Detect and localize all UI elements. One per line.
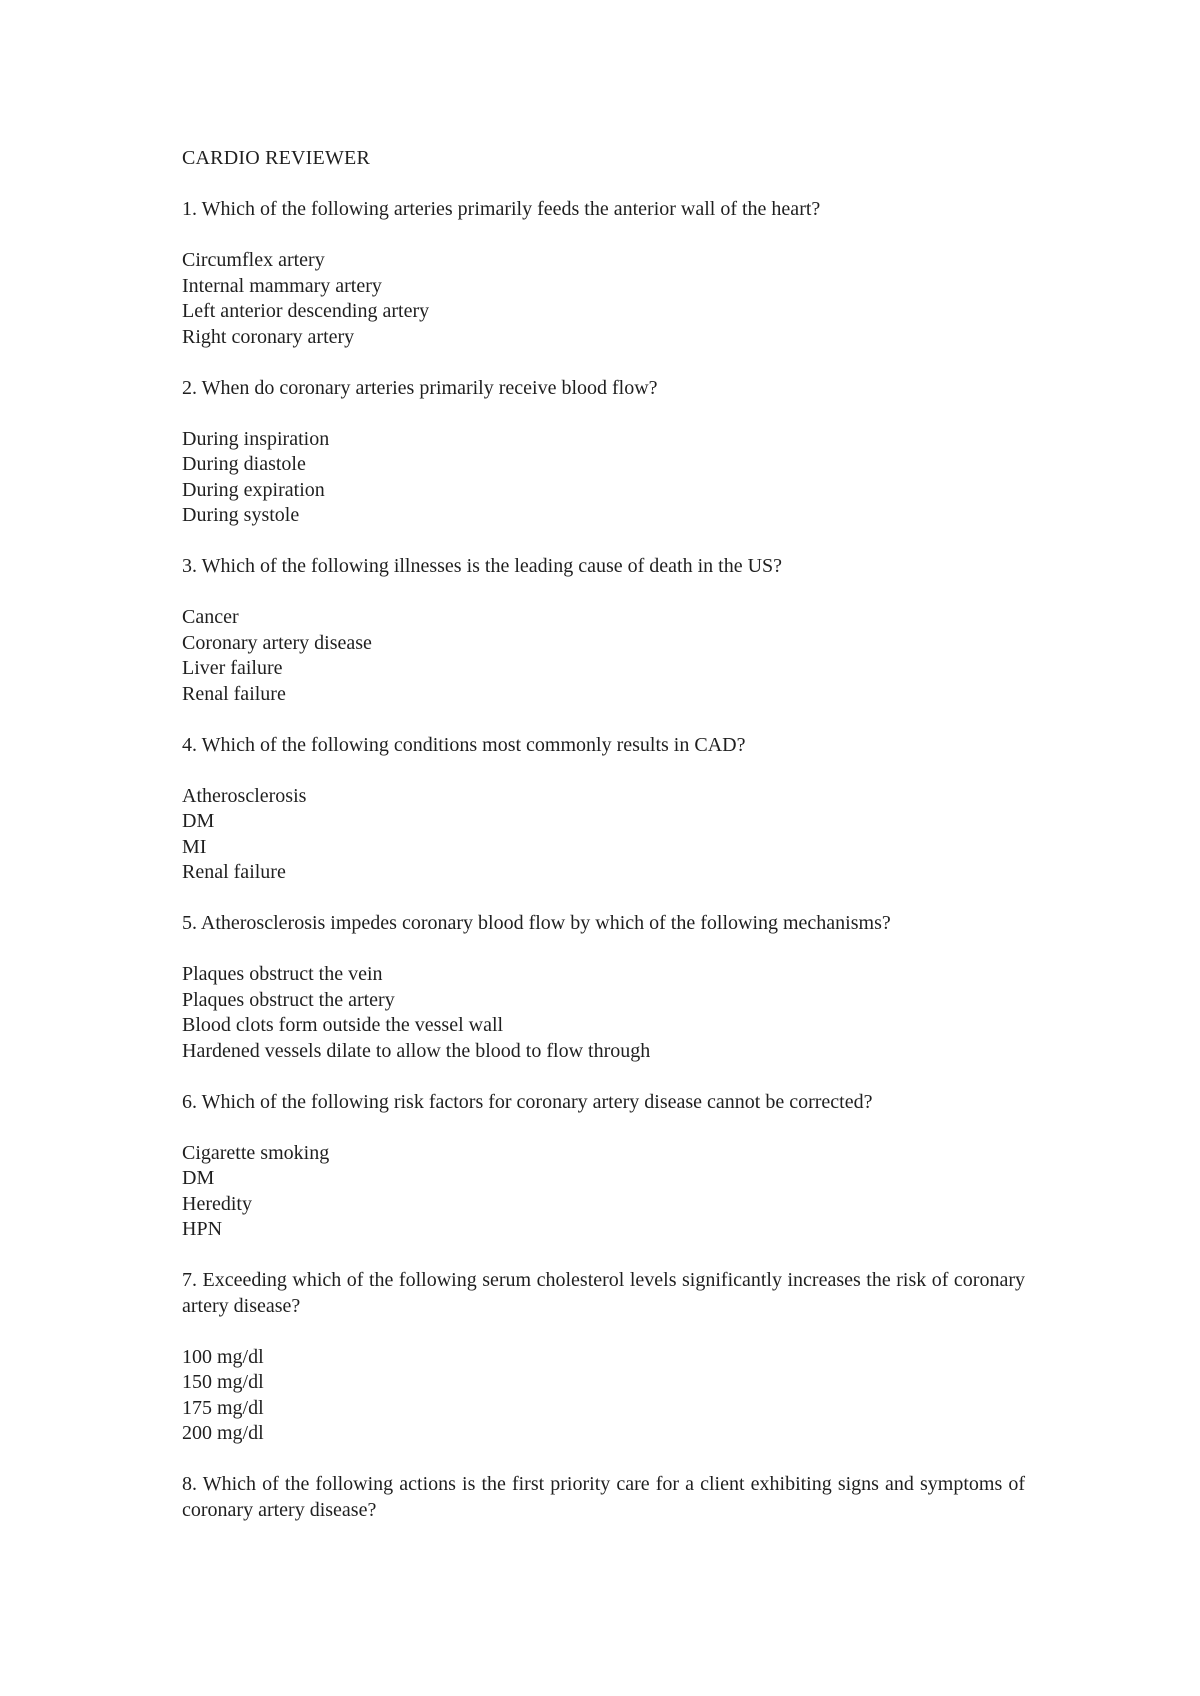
answer-option: During systole bbox=[182, 504, 300, 526]
question-2 bbox=[182, 376, 1025, 529]
answer-option: During expiration bbox=[182, 478, 325, 501]
answer-option: 175 mg/dl bbox=[182, 1396, 264, 1419]
answer-option: Internal mammary artery bbox=[182, 274, 382, 297]
question-1 bbox=[182, 197, 1025, 350]
question-text: 5. Atherosclerosis impedes coronary blood flow by which of the following mechanisms? bbox=[182, 912, 891, 934]
answer-option: Circumflex artery bbox=[182, 249, 325, 271]
answer-option: 150 mg/dl bbox=[182, 1371, 264, 1393]
question-5 bbox=[182, 911, 1025, 1064]
answer-option: Liver failure bbox=[182, 657, 283, 679]
question-7 bbox=[182, 1268, 1025, 1447]
answer-options bbox=[182, 605, 1025, 707]
answer-options bbox=[182, 1141, 1025, 1243]
question-text: 1. Which of the following arteries primarily feeds the anterior wall of the heart? bbox=[182, 198, 821, 220]
answer-options bbox=[182, 1345, 1025, 1447]
question-4 bbox=[182, 733, 1025, 886]
answer-options bbox=[182, 248, 1025, 350]
answer-option: Atherosclerosis bbox=[182, 784, 307, 807]
answer-option: DM bbox=[182, 810, 215, 832]
answer-option: MI bbox=[182, 835, 207, 858]
answer-option: Cigarette smoking bbox=[182, 1141, 330, 1164]
document-title: CARDIO REVIEWER bbox=[182, 147, 370, 169]
answer-option: 200 mg/dl bbox=[182, 1422, 264, 1444]
question-3 bbox=[182, 554, 1025, 707]
answer-option: DM bbox=[182, 1167, 215, 1189]
question-text: 7. Exceeding which of the following serum cholesterol levels significantly increases the risk of coronary artery disease? bbox=[182, 1269, 1025, 1317]
document-content bbox=[182, 146, 1025, 1549]
answer-option: Renal failure bbox=[182, 861, 286, 883]
question-text: 3. Which of the following illnesses is the leading cause of death in the US? bbox=[182, 555, 783, 577]
answer-option: Left anterior descending artery bbox=[182, 300, 430, 322]
answer-option: 100 mg/dl bbox=[182, 1345, 264, 1368]
answer-options bbox=[182, 427, 1025, 529]
answer-option: Plaques obstruct the artery bbox=[182, 988, 395, 1011]
answer-options bbox=[182, 962, 1025, 1064]
answer-option: Hardened vessels dilate to allow the blood to flow through bbox=[182, 1039, 651, 1062]
answer-option: HPN bbox=[182, 1218, 223, 1240]
question-text: 8. Which of the following actions is the first priority care for a client exhibiting signs and symptoms of coronary artery disease? bbox=[182, 1473, 1025, 1521]
answer-option: During diastole bbox=[182, 453, 306, 475]
answer-option: Plaques obstruct the vein bbox=[182, 963, 383, 985]
question-8 bbox=[182, 1472, 1025, 1523]
answer-option: Right coronary artery bbox=[182, 325, 355, 348]
question-text: 4. Which of the following conditions most commonly results in CAD? bbox=[182, 733, 746, 756]
answer-option: Coronary artery disease bbox=[182, 631, 372, 654]
question-6 bbox=[182, 1090, 1025, 1243]
question-text: 2. When do coronary arteries primarily receive blood flow? bbox=[182, 376, 658, 399]
answer-option: During inspiration bbox=[182, 427, 330, 450]
answer-options bbox=[182, 784, 1025, 886]
answer-option: Cancer bbox=[182, 606, 239, 628]
answer-option: Renal failure bbox=[182, 682, 286, 705]
answer-option: Blood clots form outside the vessel wall bbox=[182, 1014, 504, 1036]
answer-option: Heredity bbox=[182, 1192, 252, 1215]
question-text: 6. Which of the following risk factors for coronary artery disease cannot be corrected? bbox=[182, 1090, 873, 1113]
